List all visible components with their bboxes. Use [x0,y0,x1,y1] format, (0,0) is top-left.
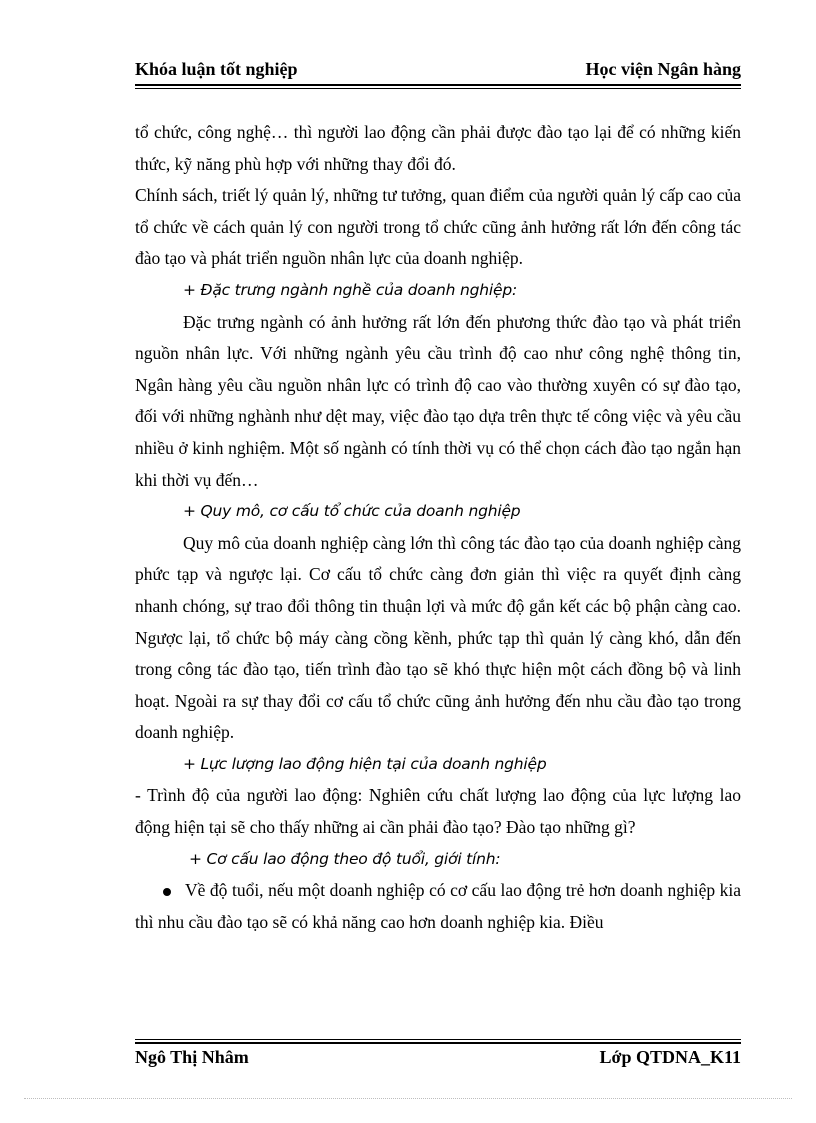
paragraph-2: Chính sách, triết lý quản lý, những tư tưởng, quan điểm của người quản lý cấp cao của tổ chức về cách quản lý con người trong tổ chức cũng ảnh hưởng rất lớn đến công tác đào tạo và phát triển nguồn nhân lực của doanh nghiệp. [135,185,741,269]
footer-class: Lớp QTDNA_K11 [599,1047,741,1067]
header-thesis-title: Khóa luận tốt nghiệp [135,59,298,79]
footer-author: Ngô Thị Nhâm [135,1047,249,1067]
bullet-text: Về độ tuổi, nếu một doanh nghiệp có cơ cấu lao động trẻ hơn doanh nghiệp kia thì nhu cầu đào tạo sẽ có khả năng cao hơn doanh nghiệp kia. Điều [135,880,741,932]
section-heading-age-gender: + Cơ cấu lao động theo độ tuổi, giới tính: [189,849,501,868]
section-heading-industry: + Đặc trưng ngành nghề của doanh nghiệp: [183,280,517,299]
header-institution: Học viện Ngân hàng [585,59,741,79]
section-heading-workforce: + Lực lượng lao động hiện tại của doanh nghiệp [183,754,547,773]
section-heading-scale: + Quy mô, cơ cấu tổ chức của doanh nghiệp [183,502,521,521]
paragraph-scale: Quy mô của doanh nghiệp càng lớn thì công tác đào tạo của doanh nghiệp càng phức tạp và ngược lại. Cơ cấu tổ chức càng đơn giản thì việc ra quyết định càng nhanh chóng, sự trao đổi thông tin thuận lợi và mức độ gắn kết các bộ phận càng cao. Ngược lại, tổ chức bộ máy càng cồng kềnh, phức tạp thì quản lý càng khó, dẫn đến trong công tác đào tạo, tiến trình đào tạo sẽ khó thực hiện một cách đồng bộ và linh hoạt. Ngoài ra sự thay đổi cơ cấu tổ chức cũng ảnh hưởng đến nhu cầu đào tạo trong doanh nghiệp. [135,532,741,743]
footer-rule-thick [135,1042,741,1044]
header-rule-thin [135,88,741,89]
body-text [135,117,741,938]
page-footer [135,1046,741,1070]
header-rule-thick [135,84,741,86]
bullet-paragraph-age [135,875,741,938]
page-header [135,58,741,82]
page-edge-divider [24,1098,792,1099]
paragraph-industry: Đặc trưng ngành có ảnh hưởng rất lớn đến phương thức đào tạo và phát triển nguồn nhân lực. Với những ngành yêu cầu trình độ cao như công nghệ thông tin, Ngân hàng yêu cầu nguồn nhân lực có trình độ cao vào thường xuyên có sự đào tạo, đối với những nghành như dệt may, việc đào tạo dựa trên thực tế công việc và yêu cầu nhiều ở kinh nghiệm. Một số ngành có tính thời vụ có thể chọn cách đào tạo ngắn hạn khi thời vụ đến… [135,311,741,490]
paragraph-workforce: - Trình độ của người lao động: Nghiên cứu chất lượng lao động của lực lượng lao động hiện tại sẽ cho thấy những ai cần phải đào tạo? Đào tạo những gì? [135,785,741,838]
footer-rule-thin [135,1039,741,1040]
paragraph-1: tổ chức, công nghệ… thì người lao động cần phải được đào tạo lại để có những kiến thức, kỹ năng phù hợp với những thay đổi đó. [135,122,741,174]
